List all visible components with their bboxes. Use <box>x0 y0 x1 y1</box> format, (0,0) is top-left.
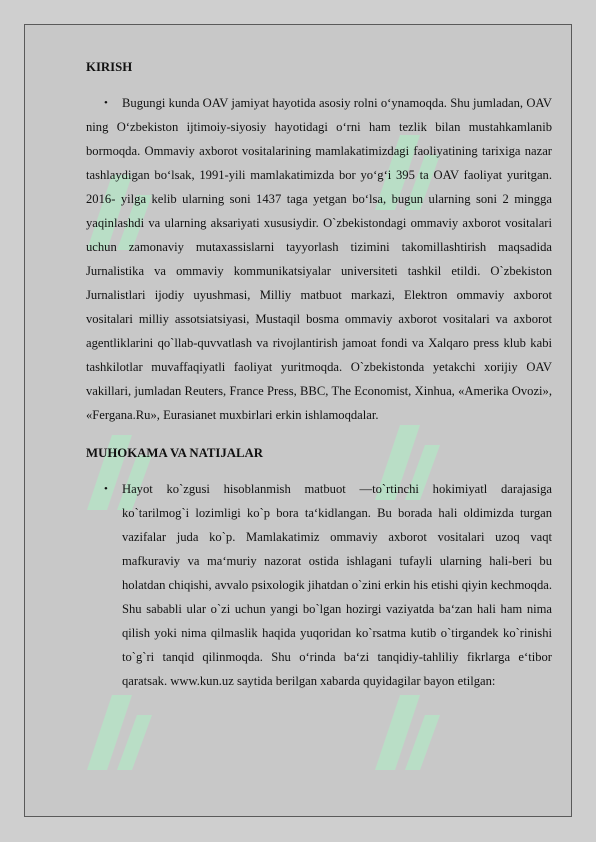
paragraph-muhokama: Hayot ko`zgusi hisoblanmish matbuot —to`rtinchi hokimiyatl darajasiga ko`tarilmog`i lozimligi ko`p bora ta‘kidlangan. Bu borada hali oldimizda turgan vazifalar juda ko`p. Mamlakatimiz ommaviy axborot vositalari uzoq vaqt mafkuraviy va ma‘muriy nazorat ostida ishlagani tufayli ularning hali-beri bu holatdan chiqishi, avvalo psixologik jihatdan o`zini erkin his etishi qiyin kechmoqda. Shu sababli ular o`zi uchun yangi bo`lgan hozirgi vaziyatda ba‘zan hali ham nima qilish yoki nima qilmaslik haqida yuqoridan ko`rsatma kutib o`tirgandek ko`rinishi to`g`ri tanqid qilinmoqda. Shu o‘rinda ba‘zi tanqidiy-tahliliy fikrlarga e‘tibor qaratsak. www.kun.uz saytida berilgan xabarda quyidagilar bayon etilgan: <box>122 482 552 688</box>
bullet-icon: • <box>104 97 108 109</box>
section-body-kirish <box>86 91 552 427</box>
document-page <box>24 24 572 817</box>
section-body-muhokama <box>86 477 552 693</box>
section-heading-muhokama: MUHOKAMA VA NATIJALAR <box>86 446 264 460</box>
document-content <box>86 55 552 693</box>
section-heading-kirish: KIRISH <box>86 60 133 74</box>
bullet-icon: • <box>104 483 108 495</box>
paragraph-kirish: Bugungi kunda OAV jamiyat hayotida asosiy rolni oʻynamoqda. Shu jumladan, OAV ning Oʻzbekiston ijtimoiy-siyosiy hayotidagi oʻrni ham tezlik bilan mustahkamlanib bormoqda. Ommaviy axborot vositalarining mamlakatimizdagi faoliyatining tarixiga nazar tashlaydigan boʻlsak, 1991-yili mamlakatimizda bor yoʻgʻi 395 ta OAV faoliyat yuritgan. 2016- yilga kelib ularning soni 1437 taga yetgan boʻlsa, bugun ularning soni 2 mingga yaqinlashdi va ularning aksariyati xususiydir. O`zbekistondagi ommaviy axborot vositalari uchun zamonaviy mutaxassislarni tayyorlash tizimini takomillashtirish maqsadida Jurnalistika va ommaviy kommunikatsiyalar universiteti tashkil etildi. O`zbekiston Jurnalistlari ijodiy uyushmasi, Milliy matbuot markazi, Elektron ommaviy axborot vositalari milliy assotsiatsiyasi, Mustaqil bosma ommaviy axborot vositalari va axborot agentliklarini qo`llab-quvvatlash va rivojlantirish jamoat fondi va Xalqaro press klub kabi tashkilotlar muvaffaqiyatli faoliyat yuritmoqda. O`zbekistonda yetakchi xorijiy OAV vakillari, jumladan Reuters, France Press, BBC, The Economist, Xinhua, «Amerika Ovozi», «Fergana.Ru», Eurasianet muxbirlari erkin ishlamoqdalar. <box>86 96 552 422</box>
